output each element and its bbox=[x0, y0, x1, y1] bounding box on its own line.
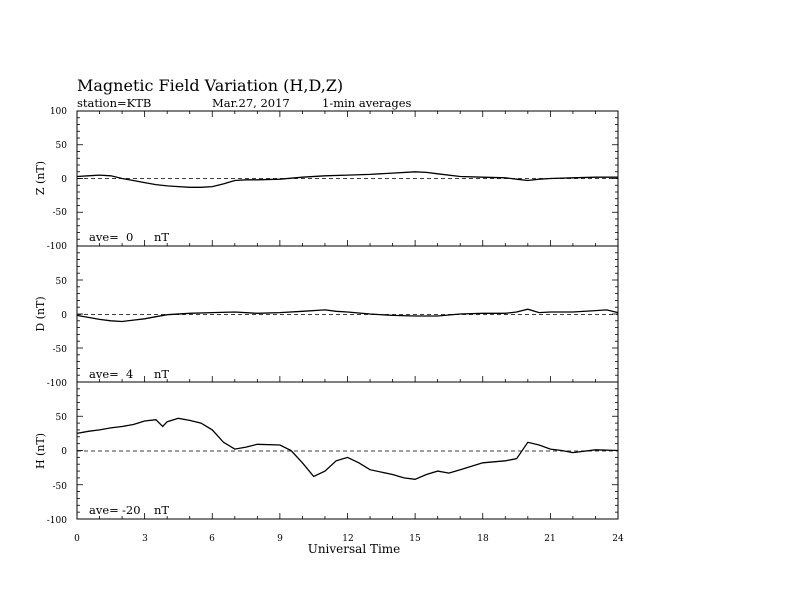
d-y-tick-label: 0 bbox=[61, 311, 67, 321]
d-ave-unit: nT bbox=[154, 367, 170, 381]
d-axis-label: D (nT) bbox=[34, 296, 47, 332]
z-ave-label: ave= bbox=[89, 230, 119, 244]
x-tick-label: 9 bbox=[277, 534, 283, 544]
x-axis-label: Universal Time bbox=[307, 542, 401, 556]
panel-z bbox=[34, 107, 618, 252]
z-y-tick-label: 0 bbox=[61, 175, 67, 185]
h-axis-label: H (nT) bbox=[34, 432, 47, 470]
panel-h bbox=[34, 382, 618, 526]
station-label: station=KTB bbox=[77, 96, 152, 110]
x-tick-label: 18 bbox=[477, 534, 489, 544]
x-tick-label: 3 bbox=[142, 534, 148, 544]
z-y-tick-label: 50 bbox=[55, 141, 67, 151]
chart-title: Magnetic Field Variation (H,D,Z) bbox=[77, 76, 344, 95]
resolution-label: 1-min averages bbox=[322, 96, 412, 110]
h-series-line bbox=[77, 418, 618, 479]
h-ave-value: -20 bbox=[122, 503, 141, 517]
h-ave-unit: nT bbox=[154, 503, 170, 517]
x-tick-label: 15 bbox=[409, 534, 421, 544]
z-ave-unit: nT bbox=[154, 230, 170, 244]
z-series-line bbox=[77, 172, 618, 188]
x-tick-label: 24 bbox=[612, 534, 624, 544]
x-tick-label: 6 bbox=[209, 534, 215, 544]
h-y-tick-label: 50 bbox=[55, 413, 67, 423]
d-ave-label: ave= bbox=[89, 367, 119, 381]
d-ave-value: 4 bbox=[126, 367, 134, 381]
h-ave-label: ave= bbox=[89, 503, 119, 517]
h-y-tick-label: 0 bbox=[61, 447, 67, 457]
panel-d bbox=[34, 246, 618, 389]
z-y-tick-label: -100 bbox=[46, 242, 67, 252]
h-y-tick-label: -50 bbox=[52, 482, 67, 492]
h-y-tick-label: -100 bbox=[46, 516, 67, 526]
panel-frame bbox=[77, 111, 618, 246]
date-label: Mar.27, 2017 bbox=[212, 96, 290, 110]
panel-frame bbox=[77, 382, 618, 519]
z-y-tick-label: 100 bbox=[49, 107, 67, 117]
d-y-tick-label: -100 bbox=[46, 379, 67, 389]
x-tick-label: 0 bbox=[74, 534, 80, 544]
z-y-tick-marks bbox=[77, 111, 618, 246]
z-axis-label: Z (nT) bbox=[34, 160, 47, 196]
d-y-tick-label: -50 bbox=[52, 345, 67, 355]
x-tick-label: 12 bbox=[342, 534, 354, 544]
z-ave-value: 0 bbox=[126, 230, 134, 244]
d-y-tick-label: 50 bbox=[55, 277, 67, 287]
x-tick-label: 21 bbox=[544, 534, 556, 544]
h-y-tick-marks bbox=[77, 382, 618, 519]
d-series-line bbox=[77, 309, 618, 321]
d-y-tick-marks bbox=[77, 246, 618, 382]
z-y-tick-label: -50 bbox=[52, 208, 67, 218]
panel-frame bbox=[77, 246, 618, 382]
